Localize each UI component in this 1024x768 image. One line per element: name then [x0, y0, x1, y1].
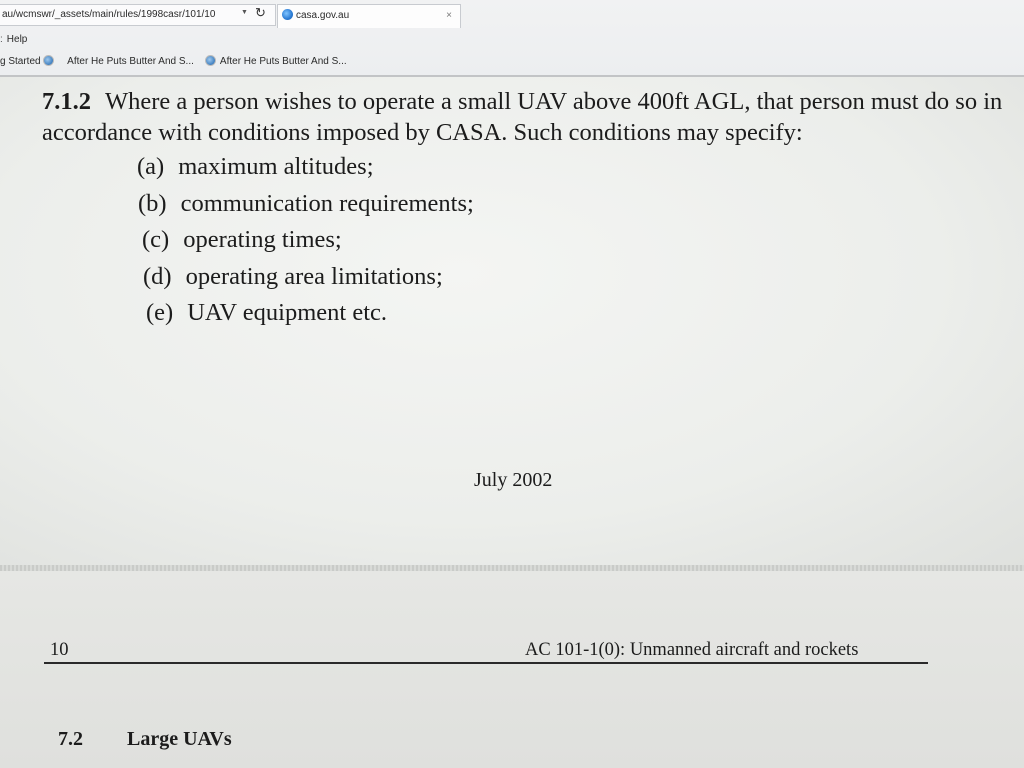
- tab-casa[interactable]: [277, 4, 461, 28]
- list-item: [137, 298, 474, 335]
- list-text: operating area limitations;: [185, 262, 443, 290]
- footer-rule: [44, 662, 928, 664]
- list-item: [137, 189, 474, 226]
- ie-favicon-icon: [282, 9, 293, 20]
- address-dropdown-icon[interactable]: ▼: [241, 9, 248, 16]
- list-item: [137, 225, 474, 262]
- list-text: UAV equipment etc.: [187, 299, 388, 326]
- web-slice-icon: [205, 55, 216, 66]
- favorite-getting-started[interactable]: [0, 55, 56, 67]
- page-number: 10: [50, 640, 69, 660]
- paragraph-number: 7.1.2: [42, 88, 91, 115]
- menu-separator-icon: :: [0, 34, 3, 45]
- conditions-list: [137, 152, 474, 335]
- paragraph-7-1-2: [42, 86, 1007, 148]
- list-item: [137, 262, 474, 299]
- section-title: Large UAVs: [127, 728, 232, 750]
- list-text: maximum altitudes;: [178, 153, 374, 180]
- favorite-butter-1[interactable]: [67, 56, 194, 67]
- favorite-label: g Started: [0, 56, 41, 67]
- address-bar[interactable]: [0, 4, 276, 26]
- list-label: (b): [138, 189, 167, 217]
- section-number: 7.2: [58, 728, 83, 750]
- address-url: au/wcmswr/_assets/main/rules/1998casr/101/10: [2, 9, 216, 20]
- list-label: (a): [137, 153, 165, 180]
- list-text: operating times;: [183, 226, 342, 253]
- list-label: (c): [142, 226, 170, 253]
- refresh-icon[interactable]: ↻: [255, 5, 266, 20]
- list-label: (e): [146, 299, 174, 326]
- favorites-bar: [0, 55, 355, 67]
- favorite-butter-2[interactable]: [205, 55, 347, 67]
- favorite-label: After He Puts Butter And S...: [67, 56, 194, 67]
- footer-title: AC 101-1(0): Unmanned aircraft and rockets: [525, 640, 859, 660]
- favorite-label: After He Puts Butter And S...: [219, 56, 347, 67]
- list-text: communication requirements;: [180, 189, 474, 217]
- menu-help[interactable]: Help: [6, 34, 28, 45]
- tab-title: casa.gov.au: [296, 10, 350, 21]
- browser-chrome: [0, 0, 1024, 78]
- paragraph-text: Where a person wishes to operate a small UAV above 400ft AGL, that person must do so in accordance with conditions imposed by CASA. Such conditions may specify:: [42, 88, 1003, 146]
- list-item: [137, 152, 474, 189]
- menu-bar: [0, 34, 27, 45]
- document-date: July 2002: [474, 469, 553, 491]
- list-label: (d): [143, 262, 172, 290]
- web-slice-icon: [43, 55, 54, 66]
- tab-close-icon[interactable]: ×: [446, 10, 452, 21]
